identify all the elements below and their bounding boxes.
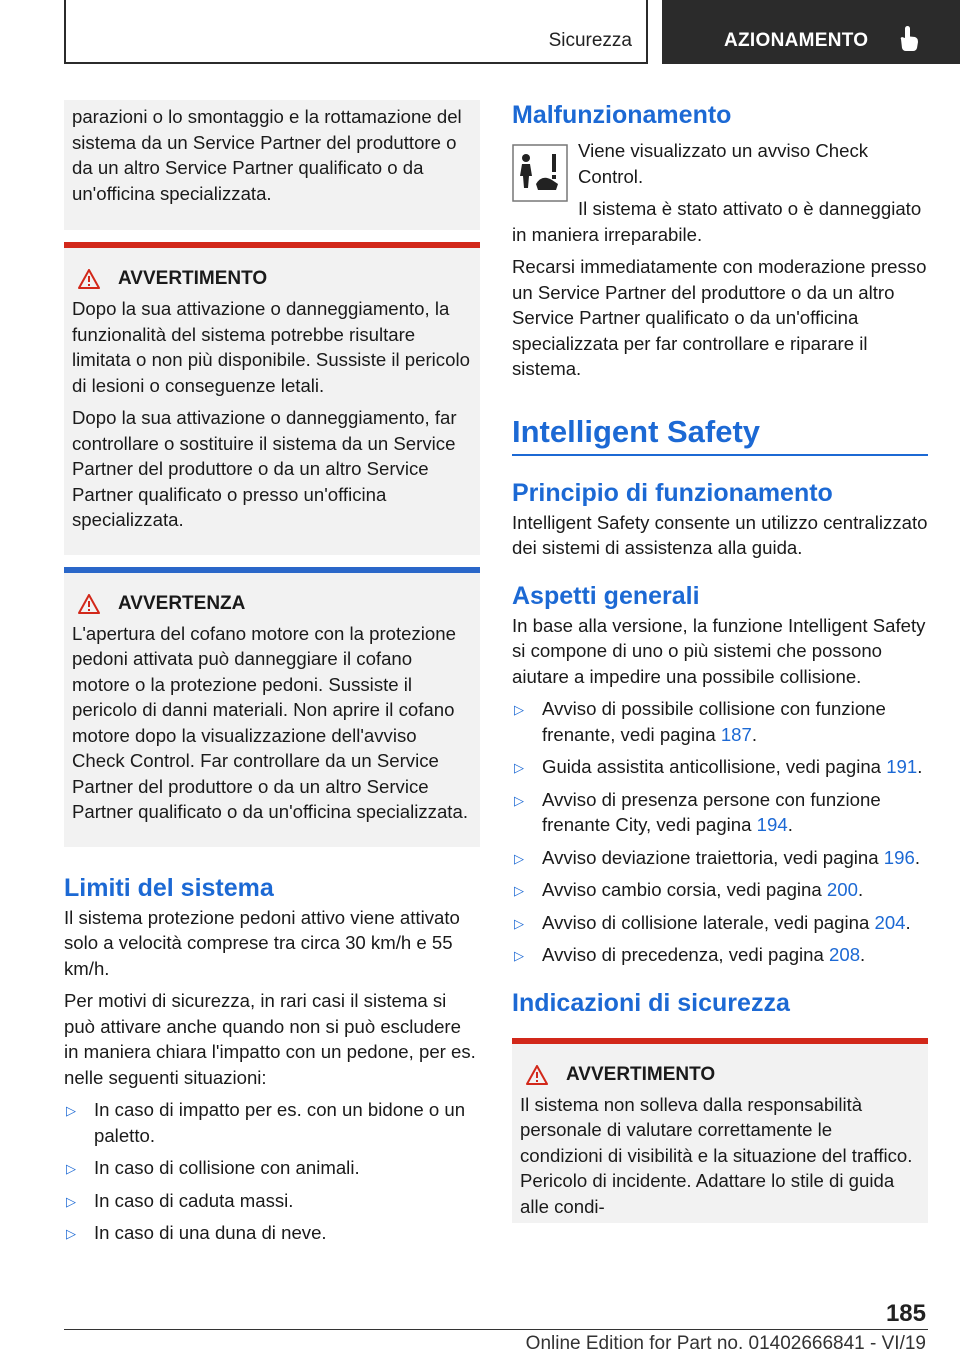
principle-paragraph: Intelligent Safety consente un utilizzo centralizzato dei sistemi di assistenza alla guida. (512, 511, 928, 558)
warning-triangle-icon (78, 594, 100, 614)
list-item: ▷ Avviso di precedenza, vedi pagina 208. (514, 944, 866, 965)
warning-box-safety (512, 1044, 928, 1224)
hand-pointer-icon (898, 26, 920, 52)
warning-paragraph: Dopo la sua attivazione o danneggiamento, far controllare o sostituire il sistema da un Service Partner del produttore o da un altro Service Partner qualificato o presso un'officina specializzata. (72, 407, 457, 530)
list-item: ▷ In caso di una duna di neve. (66, 1222, 327, 1243)
malfunction-line-1: Viene visualizzato un avviso Check Control. (578, 140, 869, 187)
footer-divider (64, 1329, 928, 1330)
section-heading-malfunction: Malfunzionamento (512, 101, 732, 129)
continued-paragraph: parazioni o lo smontaggio e la rottamazione del sistema da un Service Partner del produttore o da un altro Service Partner qualificato o da un'officina specializzata. (72, 106, 462, 204)
page-link[interactable]: 196 (883, 846, 915, 868)
right-column (512, 100, 928, 1223)
warning-paragraph: Dopo la sua attivazione o danneggiamento, la funzionalità del sistema potrebbe risultare limitata o non più disponibile. Sussiste il pericolo di lesioni o conseguenze letali. (72, 298, 470, 396)
list-item: ▷ Avviso cambio corsia, vedi pagina 200. (514, 879, 864, 900)
general-list (512, 696, 928, 968)
notice-title: AVVERTENZA (118, 592, 246, 614)
warning-title: AVVERTIMENTO (566, 1063, 716, 1085)
header-section-tab (64, 0, 648, 64)
limits-list (64, 1097, 480, 1246)
warning-box-1 (64, 248, 480, 555)
header-chapter-tab (662, 0, 960, 64)
header-chapter-label: AZIONAMENTO (724, 30, 869, 51)
pedestrian-protection-warning-icon (512, 144, 568, 202)
main-heading: Intelligent Safety (512, 413, 761, 449)
warning-triangle-icon (78, 269, 100, 289)
list-item: ▷ Avviso di collisione laterale, vedi pagina 204. (514, 911, 911, 933)
main-heading-block (512, 412, 928, 456)
list-item: ▷ In caso di collisione con animali. (66, 1157, 360, 1178)
notice-paragraph: L'apertura del cofano motore con la protezione pedoni attivata può danneggiare il cofano motore o la protezione pedoni. Sussiste il pericolo di danni materiali. Non aprire il cofano motore dopo la visualizzazione dell'avviso Check Control. Far controllare da un Service Partner del produttore o da un altro Service Partner qualificato o da un'officina specializzata. (72, 622, 468, 822)
list-item: ▷ In caso di impatto per es. con un bidone o un paletto. (66, 1099, 466, 1146)
section-heading-general: Aspetti generali (512, 581, 700, 610)
page-link[interactable]: 187 (720, 723, 752, 745)
limits-paragraph: Per motivi di sicurezza, in rari casi il sistema si può attivare anche quando non si può escludere in maniera chiara l'impatto con un pedone, per es. nelle seguenti situazioni: (64, 990, 476, 1088)
list-item: ▷ Avviso di presenza persone con funzione frenante City, vedi pagina 194. (514, 788, 881, 835)
list-item: ▷ Avviso deviazione traiettoria, vedi pagina 196. (514, 846, 920, 868)
header-section-label: Sicurezza (548, 30, 632, 51)
page-link[interactable]: 204 (874, 911, 906, 933)
warning-triangle-icon (526, 1065, 548, 1085)
page-link[interactable]: 194 (756, 814, 788, 835)
warning-title: AVVERTIMENTO (118, 268, 268, 289)
limits-paragraph: Il sistema protezione pedoni attivo viene attivato solo a velocità comprese tra circa 30 km/h e 55 km/h. (64, 906, 460, 979)
section-heading-safety: Indicazioni di sicurezza (512, 988, 790, 1017)
page-link[interactable]: 208 (829, 944, 861, 965)
page-link[interactable]: 200 (826, 879, 858, 900)
page-number: 185 (885, 1300, 926, 1327)
malfunction-line-2: Il sistema è stato attivato o è danneggiato in maniera irreparabile. (512, 198, 922, 245)
list-item: ▷ Avviso di possibile collisione con funzione frenante, vedi pagina 187. (514, 698, 886, 745)
footer-edition: Online Edition for Part no. 01402666841 - VI/19 (525, 1333, 926, 1354)
section-heading-principle: Principio di funzionamento (512, 478, 833, 507)
notice-box (64, 573, 480, 847)
section-heading-limits: Limiti del sistema (64, 873, 274, 902)
page-link[interactable]: 191 (886, 756, 918, 777)
continued-text-box (64, 100, 480, 230)
warning-paragraph: Il sistema non solleva dalla responsabilità personale di valutare correttamente le condizioni di visibilità e la situazione del traffico. Pericolo di incidente. Adattare lo stile di guida alle condi- (520, 1093, 913, 1217)
malfunction-paragraph: Recarsi immediatamente con moderazione presso un Service Partner del produttore o da un altro Service Partner qualificato o da un'officina specializzata per far controllare e riparare il sistema. (512, 256, 927, 379)
list-item: ▷ Guida assistita anticollisione, vedi pagina 191. (514, 756, 923, 777)
list-item: ▷ In caso di caduta massi. (66, 1189, 294, 1211)
left-column (64, 100, 480, 1246)
general-paragraph: In base alla versione, la funzione Intelligent Safety si compone di uno o più sistemi che possono aiutare a impedire una possibile collisione. (512, 614, 926, 687)
